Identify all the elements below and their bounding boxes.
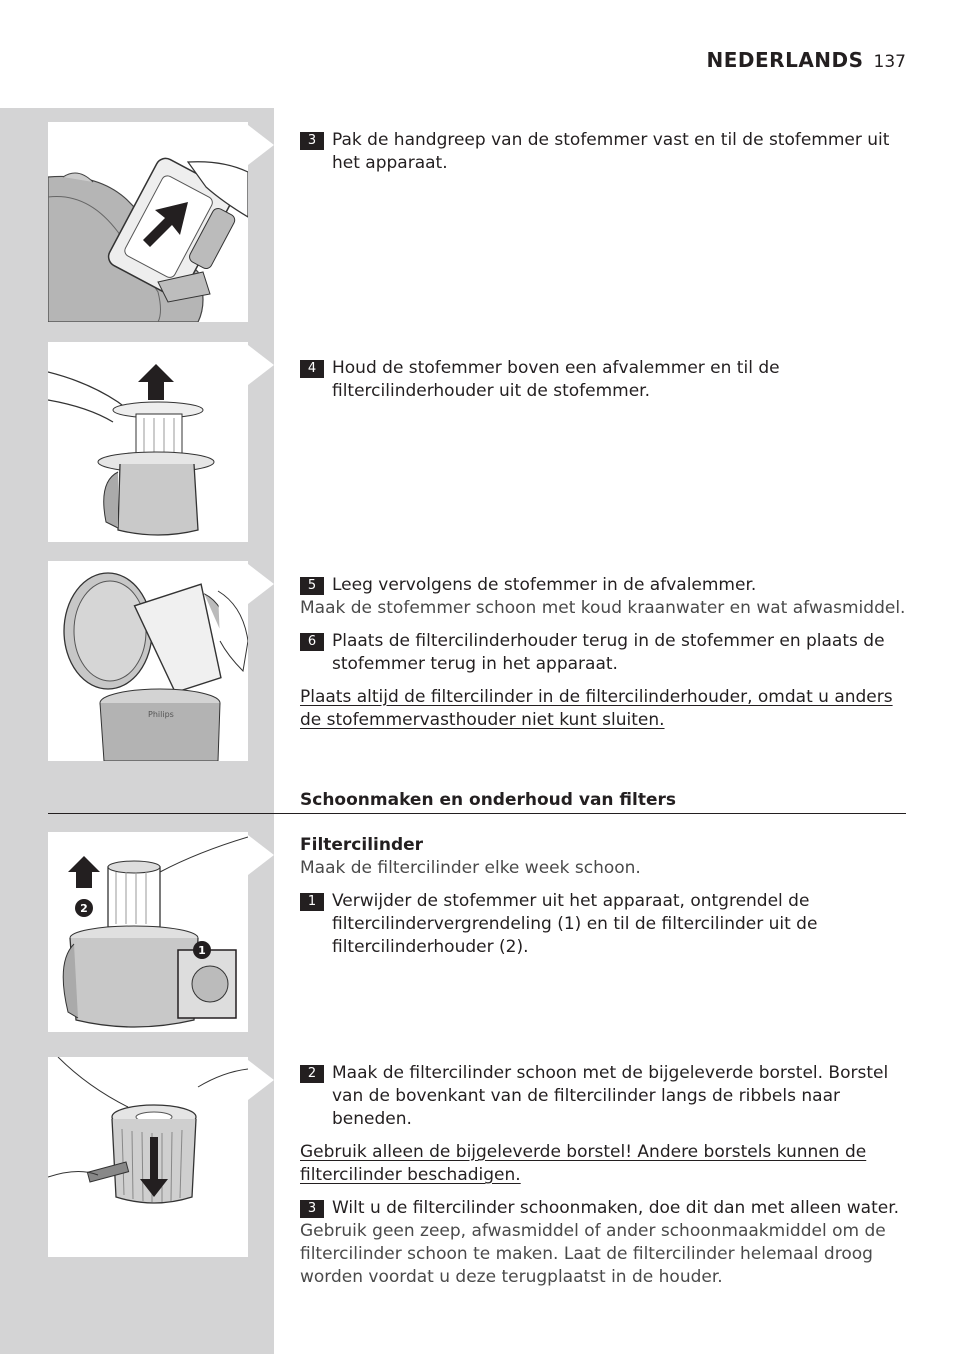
subsection-intro: Maak de filtercilinder elke week schoon. xyxy=(300,858,641,878)
figure-pointer xyxy=(248,345,274,385)
step-text: Verwijder de stofemmer uit het apparaat, ontgrendel de filtercilindervergrendeling (1) en til de filtercilinder uit de filtercilinderhouder (2). xyxy=(332,891,818,957)
figure-pointer xyxy=(248,564,274,604)
page-number: 137 xyxy=(873,52,906,72)
step-text: Maak de filtercilinder schoon met de bijgeleverde borstel. Borstel van de bovenkant van de filtercilinder langs de ribbels naar beneden. xyxy=(332,1063,889,1129)
figure-pointer xyxy=(248,125,274,165)
step-block xyxy=(300,357,906,403)
bin-brand-text: Philips xyxy=(148,710,174,719)
filter-section xyxy=(300,834,906,959)
step-text: Houd de stofemmer boven een afvalemmer en til de filtercilinderhouder uit de stofemmer. xyxy=(332,358,780,401)
step-text: Wilt u de filtercilinder schoonmaken, doe dit dan met alleen water. xyxy=(332,1198,900,1218)
figure-empty-container xyxy=(48,561,248,761)
step-number: 4 xyxy=(300,360,324,378)
figure-brush-filter xyxy=(48,1057,248,1257)
warning-note: Plaats altijd de filtercilinder in de filtercilinderhouder, omdat u anders de stofemmervasthouder niet kunt sluiten. xyxy=(300,687,893,730)
step-subtext: Maak de stofemmer schoon met koud kraanwater en wat afwasmiddel. xyxy=(300,598,906,618)
callout-2-label: 2 xyxy=(80,902,88,915)
step-block xyxy=(300,1062,906,1289)
step-block xyxy=(300,574,906,732)
figure-pointer xyxy=(248,835,274,875)
step-number: 3 xyxy=(300,132,324,150)
page-header xyxy=(707,48,906,72)
step-subtext: Gebruik geen zeep, afwasmiddel of ander schoonmaakmiddel om de filtercilinder schoon te maken. Laat de filtercilinder helemaal droog worden voordat u deze terugplaatst in de houder. xyxy=(300,1221,886,1287)
callout-1-label: 1 xyxy=(198,944,206,957)
step-text: Leeg vervolgens de stofemmer in de afvalemmer. xyxy=(332,575,757,595)
section-divider xyxy=(48,813,906,814)
step-number: 3 xyxy=(300,1200,324,1218)
language-label: NEDERLANDS xyxy=(706,48,864,72)
step-text: Pak de handgreep van de stofemmer vast en til de stofemmer uit het apparaat. xyxy=(332,130,890,173)
warning-note: Gebruik alleen de bijgeleverde borstel! Andere borstels kunnen de filtercilinder beschadigen. xyxy=(300,1142,867,1185)
figure-remove-dust-container xyxy=(48,122,248,322)
step-number: 6 xyxy=(300,633,324,651)
step-number: 2 xyxy=(300,1065,324,1083)
subsection-heading: Filtercilinder xyxy=(300,835,424,855)
figure-unlock-filter xyxy=(48,832,248,1032)
step-number: 1 xyxy=(300,893,324,911)
section-heading: Schoonmaken en onderhoud van filters xyxy=(300,790,677,810)
figure-lift-filter-holder xyxy=(48,342,248,542)
step-number: 5 xyxy=(300,577,324,595)
step-text: Plaats de filtercilinderhouder terug in de stofemmer en plaats de stofemmer terug in het apparaat. xyxy=(332,631,885,674)
step-block xyxy=(300,129,906,175)
figure-pointer xyxy=(248,1060,274,1100)
